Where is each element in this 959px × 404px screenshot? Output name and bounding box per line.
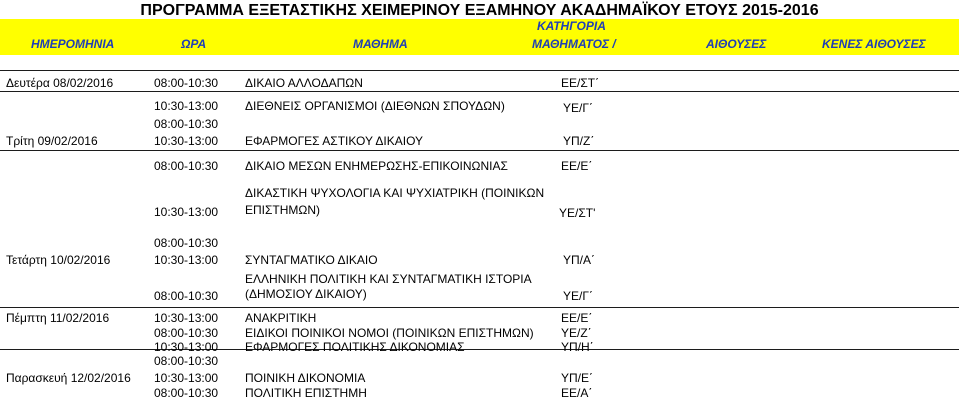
exam-course: ΠΟΛΙΤΙΚΗ ΕΠΙΣΤΗΜΗ <box>245 386 367 400</box>
exam-time: 08:00-10:30 <box>154 326 219 340</box>
exam-time: 08:00-10:30 <box>154 386 219 400</box>
day-label-thursday: Πέμπτη 11/02/2016 <box>6 311 110 325</box>
day-label-wednesday: Τετάρτη 10/02/2016 <box>6 253 111 267</box>
header-course: ΜΑΘΗΜΑ <box>353 37 408 51</box>
exam-course: ΔΙΕΘΝΕΙΣ ΟΡΓΑΝΙΣΜΟΙ (ΔΙΕΘΝΩΝ ΣΠΟΥΔΩΝ) <box>245 99 505 113</box>
exam-room: ΥΠ/Ζ΄ <box>563 134 595 148</box>
exam-time: 10:30-13:00 <box>154 311 219 325</box>
exam-time: 08:00-10:30 <box>154 159 219 173</box>
exam-course-line1: ΕΛΛΗΝΙΚΗ ΠΟΛΙΤΙΚΗ ΚΑΙ ΣΥΝΤΑΓΜΑΤΙΚΗ ΙΣΤΟΡΙΑ <box>245 272 532 286</box>
day-label-tuesday: Τρίτη 09/02/2016 <box>6 134 98 148</box>
exam-course-line2: ΕΠΙΣΤΗΜΩΝ) <box>245 203 321 217</box>
exam-course: ΕΦΑΡΜΟΓΕΣ ΑΣΤΙΚΟΥ ΔΙΚΑΙΟΥ <box>245 134 424 148</box>
separator-line <box>0 349 959 350</box>
exam-room: ΥΠ/Α΄ <box>563 253 596 267</box>
header-category-line2: ΜΑΘΗΜΑΤΟΣ / <box>532 37 616 51</box>
day-label-monday: Δευτέρα 08/02/2016 <box>6 76 114 90</box>
exam-time: 10:30-13:00 <box>154 99 219 113</box>
separator-line <box>0 91 959 92</box>
exam-room: ΕΕ/Ε΄ <box>561 159 593 173</box>
exam-course: ΕΙΔΙΚΟΙ ΠΟΙΝΙΚΟΙ ΝΟΜΟΙ (ΠΟΙΝΙΚΩΝ ΕΠΙΣΤΗΜΩΝ) <box>245 326 534 340</box>
exam-time: 08:00-10:30 <box>154 117 219 131</box>
exam-course: ΠΟΙΝΙΚΗ ΔΙΚΟΝΟΜΙΑ <box>245 371 366 385</box>
header-category-line1: ΚΑΤΗΓΟΡΙΑ <box>537 19 606 33</box>
header-time: ΩΡΑ <box>181 37 207 51</box>
exam-time: 10:30-13:00 <box>154 340 219 354</box>
exam-room: ΥΕ/Γ΄ <box>563 289 593 303</box>
exam-time: 10:30-13:00 <box>154 205 219 219</box>
exam-room: ΕΕ/Α΄ <box>561 386 593 400</box>
exam-course: ΔΙΚΑΙΟ ΜΕΣΩΝ ΕΝΗΜΕΡΩΣΗΣ-ΕΠΙΚΟΙΝΩΝΙΑΣ <box>245 159 508 173</box>
exam-time: 08:00-10:30 <box>154 289 219 303</box>
exam-room: ΥΕ/Ζ΄ <box>561 326 592 340</box>
header-empty-rooms: ΚΕΝΕΣ ΑΙΘΟΥΣΕΣ <box>822 37 926 51</box>
header-rooms: ΑΙΘΟΥΣΕΣ <box>706 37 767 51</box>
exam-course: ΣΥΝΤΑΓΜΑΤΙΚΟ ΔΙΚΑΙΟ <box>245 253 378 267</box>
exam-room: ΥΕ/Γ΄ <box>563 101 593 115</box>
exam-course-line2: (ΔΗΜΟΣΙΟΥ ΔΙΚΑΙΟΥ) <box>245 287 367 301</box>
exam-time: 10:30-13:00 <box>154 134 219 148</box>
header-row <box>0 19 959 55</box>
exam-time: 08:00-10:30 <box>154 354 219 368</box>
separator-line <box>0 150 959 151</box>
exam-time: 08:00-10:30 <box>154 236 219 250</box>
separator-line <box>0 307 959 308</box>
exam-course-line1: ΔΙΚΑΣΤΙΚΗ ΨΥΧΟΛΟΓΙΑ ΚΑΙ ΨΥΧΙΑΤΡΙΚΗ (ΠΟΙΝΙΚΩΝ <box>245 186 545 200</box>
exam-time: 08:00-10:30 <box>154 76 219 90</box>
exam-room: ΥΕ/ΣΤ' <box>559 206 596 220</box>
separator-line <box>0 70 959 71</box>
exam-room: ΥΠ/Ε΄ <box>561 371 594 385</box>
header-date: ΗΜΕΡΟΜΗΝΙΑ <box>31 37 115 51</box>
exam-room: ΕΕ/ΣΤ΄ <box>561 76 600 90</box>
page-title: ΠΡΟΓΡΑΜΜΑ ΕΞΕΤΑΣΤΙΚΗΣ ΧΕΙΜΕΡΙΝΟΥ ΕΞΑΜΗΝΟΥ ΑΚΑΔΗΜΑΪΚΟΥ ΕΤΟΥΣ 2015-2016 <box>140 2 819 19</box>
exam-time: 10:30-13:00 <box>154 253 219 267</box>
exam-course: ΔΙΚΑΙΟ ΑΛΛΟΔΑΠΩΝ <box>245 76 363 90</box>
exam-course: ΕΦΑΡΜΟΓΕΣ ΠΟΛΙΤΙΚΗΣ ΔΙΚΟΝΟΜΙΑΣ <box>245 340 465 354</box>
exam-room: ΕΕ/Ε΄ <box>561 311 593 325</box>
exam-room: ΥΠ/Η΄ <box>561 340 594 354</box>
day-label-friday: Παρασκευή 12/02/2016 <box>6 371 131 385</box>
exam-course: ΑΝΑΚΡΙΤΙΚΗ <box>245 311 317 325</box>
exam-time: 10:30-13:00 <box>154 371 219 385</box>
